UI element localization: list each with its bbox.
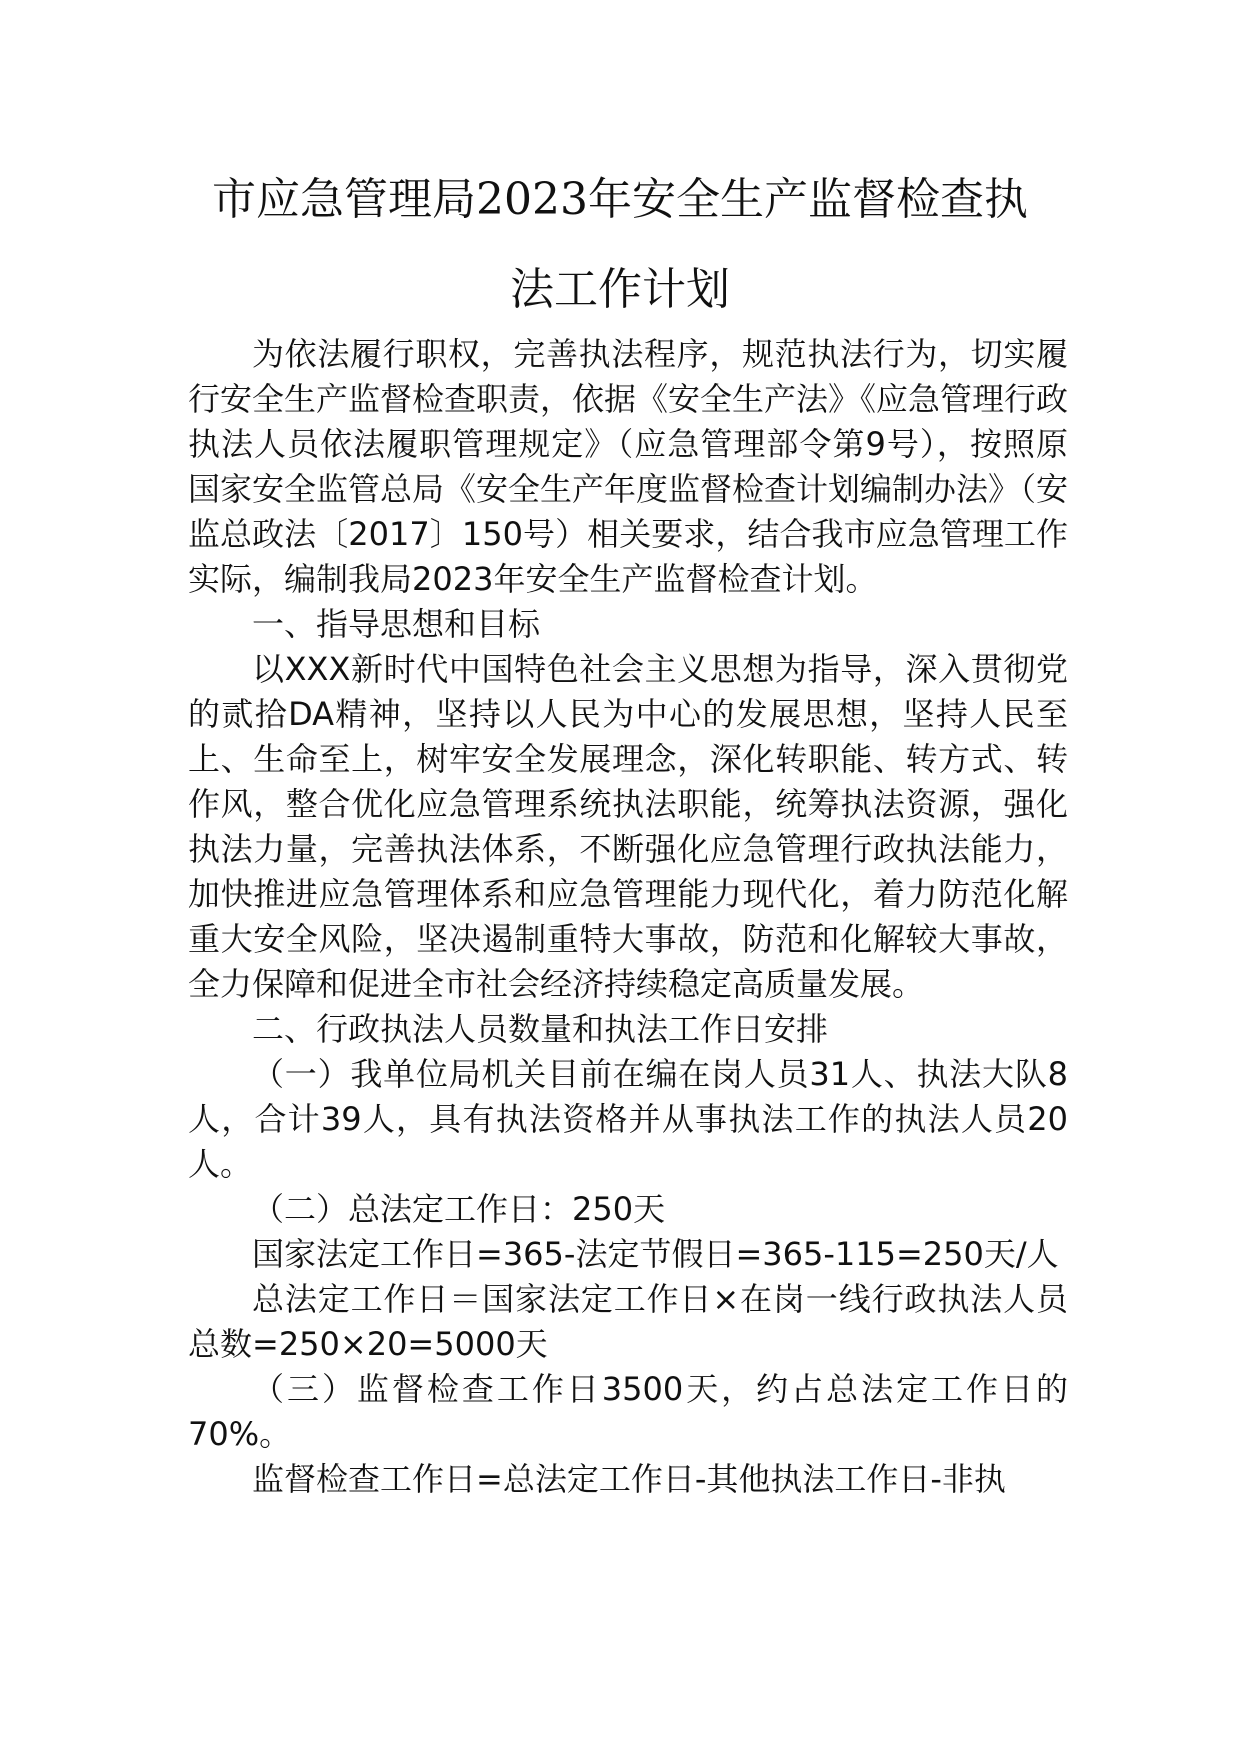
section-heading-1: 一、指导思想和目标 xyxy=(252,605,541,643)
document-body xyxy=(188,332,1068,1502)
guiding-paragraph: 以XXX新时代中国特色社会主义思想为指导，深入贯彻党的贰拾DA精神，坚持以人民为中心的发展思想，坚持人民至上、生命至上，树牢安全发展理念，深化转职能、转方式、转作风，整合优化应急管理系统执法职能，统筹执法资源，强化执法力量，完善执法体系，不断强化应急管理行政执法能力，加快推进应急管理体系和应急管理能力现代化，着力防范化解重大安全风险，坚决遏制重特大事故，防范和化解较大事故，全力保障和促进全市社会经济持续稳定高质量发展。 xyxy=(188,650,1068,1003)
intro-paragraph: 为依法履行职权，完善执法程序，规范执法行为，切实履行安全生产监督检查职责，依据《安全生产法》《应急管理行政执法人员依法履职管理规定》（应急管理部令第9号），按照原国家安全监管总局《安全生产年度监督检查计划编制办法》（安监总政法〔2017〕150号）相关要求，结合我市应急管理工作实际，编制我局2023年安全生产监督检查计划。 xyxy=(188,335,1069,598)
document-title-line-2: 法工作计划 xyxy=(510,264,730,315)
inspection-workdays-paragraph: （三）监督检查工作日3500天，约占总法定工作日的70%。 xyxy=(188,1370,1068,1453)
document-title-line-1: 市应急管理局2023年安全生产监督检查执 xyxy=(212,174,1028,225)
staff-paragraph: （一）我单位局机关目前在编在岗人员31人、执法大队8人，合计39人，具有执法资格并从事执法工作的执法人员20人。 xyxy=(188,1055,1068,1183)
total-workdays-paragraph: （二）总法定工作日：250天 xyxy=(252,1190,666,1228)
total-workdays-formula: 总法定工作日＝国家法定工作日×在岗一线行政执法人员总数=250×20=5000天 xyxy=(188,1280,1068,1363)
section-heading-2: 二、行政执法人员数量和执法工作日安排 xyxy=(252,1010,829,1048)
inspection-workdays-formula: 监督检查工作日=总法定工作日-其他执法工作日-非执 xyxy=(252,1460,1006,1498)
national-workdays-formula: 国家法定工作日=365-法定节假日=365-115=250天/人 xyxy=(252,1235,1059,1273)
